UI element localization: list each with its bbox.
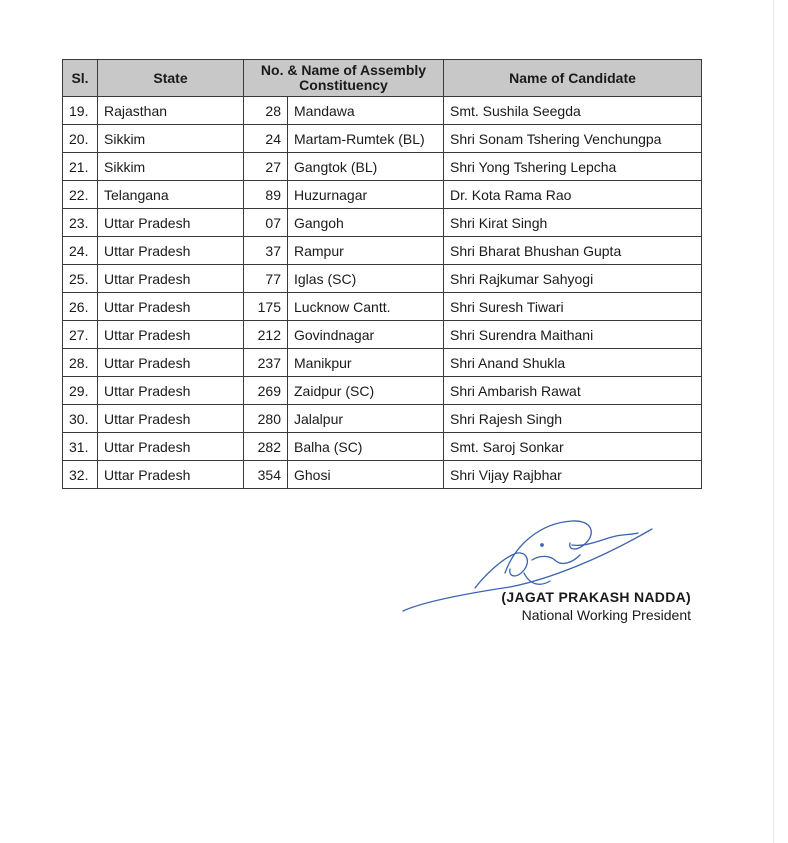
cell-state: Uttar Pradesh [98, 405, 244, 433]
header-constituency: No. & Name of Assembly Constituency [244, 60, 444, 97]
cell-candidate: Shri Vijay Rajbhar [444, 461, 702, 489]
table-row [63, 433, 702, 461]
cell-state: Uttar Pradesh [98, 433, 244, 461]
cell-sl: 29. [63, 377, 98, 405]
signatory-name: (JAGAT PRAKASH NADDA) [501, 589, 691, 605]
cell-sl: 32. [63, 461, 98, 489]
cell-constituency-name: Jalalpur [288, 405, 444, 433]
cell-candidate: Shri Bharat Bhushan Gupta [444, 237, 702, 265]
table-row [63, 293, 702, 321]
table-row [63, 209, 702, 237]
table-row [63, 237, 702, 265]
cell-sl: 20. [63, 125, 98, 153]
cell-candidate: Shri Surendra Maithani [444, 321, 702, 349]
cell-sl: 24. [63, 237, 98, 265]
cell-sl: 31. [63, 433, 98, 461]
cell-candidate: Shri Anand Shukla [444, 349, 702, 377]
cell-constituency-name: Rampur [288, 237, 444, 265]
table-row [63, 265, 702, 293]
cell-constituency-name: Martam-Rumtek (BL) [288, 125, 444, 153]
cell-constituency-number: 28 [244, 97, 288, 125]
cell-sl: 19. [63, 97, 98, 125]
cell-state: Uttar Pradesh [98, 321, 244, 349]
header-candidate: Name of Candidate [444, 60, 702, 97]
table-row [63, 377, 702, 405]
table-row [63, 181, 702, 209]
cell-candidate: Shri Ambarish Rawat [444, 377, 702, 405]
cell-constituency-number: 269 [244, 377, 288, 405]
cell-sl: 21. [63, 153, 98, 181]
table-header-row [63, 60, 702, 97]
cell-state: Sikkim [98, 153, 244, 181]
header-sl: Sl. [63, 60, 98, 97]
cell-constituency-name: Zaidpur (SC) [288, 377, 444, 405]
cell-constituency-number: 237 [244, 349, 288, 377]
cell-candidate: Shri Sonam Tshering Venchungpa [444, 125, 702, 153]
cell-constituency-number: 07 [244, 209, 288, 237]
cell-constituency-number: 27 [244, 153, 288, 181]
signatory-title: National Working President [521, 607, 691, 623]
cell-constituency-number: 37 [244, 237, 288, 265]
table-row [63, 153, 702, 181]
cell-constituency-name: Balha (SC) [288, 433, 444, 461]
cell-sl: 30. [63, 405, 98, 433]
cell-state: Rajasthan [98, 97, 244, 125]
cell-state: Uttar Pradesh [98, 377, 244, 405]
cell-constituency-number: 282 [244, 433, 288, 461]
cell-state: Uttar Pradesh [98, 209, 244, 237]
cell-state: Uttar Pradesh [98, 461, 244, 489]
table-row [63, 461, 702, 489]
cell-constituency-name: Mandawa [288, 97, 444, 125]
cell-constituency-name: Govindnagar [288, 321, 444, 349]
cell-sl: 26. [63, 293, 98, 321]
cell-constituency-number: 354 [244, 461, 288, 489]
cell-sl: 28. [63, 349, 98, 377]
cell-constituency-name: Manikpur [288, 349, 444, 377]
table-row [63, 349, 702, 377]
cell-candidate: Smt. Sushila Seegda [444, 97, 702, 125]
cell-constituency-number: 175 [244, 293, 288, 321]
cell-constituency-number: 89 [244, 181, 288, 209]
cell-sl: 22. [63, 181, 98, 209]
cell-candidate: Shri Kirat Singh [444, 209, 702, 237]
cell-state: Sikkim [98, 125, 244, 153]
cell-constituency-name: Ghosi [288, 461, 444, 489]
table-row [63, 405, 702, 433]
table-row [63, 125, 702, 153]
header-state: State [98, 60, 244, 97]
cell-sl: 25. [63, 265, 98, 293]
cell-candidate: Shri Suresh Tiwari [444, 293, 702, 321]
candidate-table [62, 59, 702, 489]
cell-constituency-number: 280 [244, 405, 288, 433]
cell-constituency-name: Gangoh [288, 209, 444, 237]
cell-sl: 27. [63, 321, 98, 349]
cell-constituency-name: Lucknow Cantt. [288, 293, 444, 321]
cell-constituency-number: 212 [244, 321, 288, 349]
cell-candidate: Shri Rajkumar Sahyogi [444, 265, 702, 293]
page-edge [773, 0, 774, 843]
table-row [63, 97, 702, 125]
cell-constituency-number: 77 [244, 265, 288, 293]
cell-state: Uttar Pradesh [98, 237, 244, 265]
cell-state: Uttar Pradesh [98, 349, 244, 377]
cell-state: Uttar Pradesh [98, 293, 244, 321]
cell-constituency-number: 24 [244, 125, 288, 153]
cell-candidate: Smt. Saroj Sonkar [444, 433, 702, 461]
cell-sl: 23. [63, 209, 98, 237]
cell-candidate: Shri Yong Tshering Lepcha [444, 153, 702, 181]
cell-constituency-name: Iglas (SC) [288, 265, 444, 293]
cell-constituency-name: Huzurnagar [288, 181, 444, 209]
cell-candidate: Shri Rajesh Singh [444, 405, 702, 433]
cell-constituency-name: Gangtok (BL) [288, 153, 444, 181]
cell-state: Telangana [98, 181, 244, 209]
cell-candidate: Dr. Kota Rama Rao [444, 181, 702, 209]
table-row [63, 321, 702, 349]
cell-state: Uttar Pradesh [98, 265, 244, 293]
